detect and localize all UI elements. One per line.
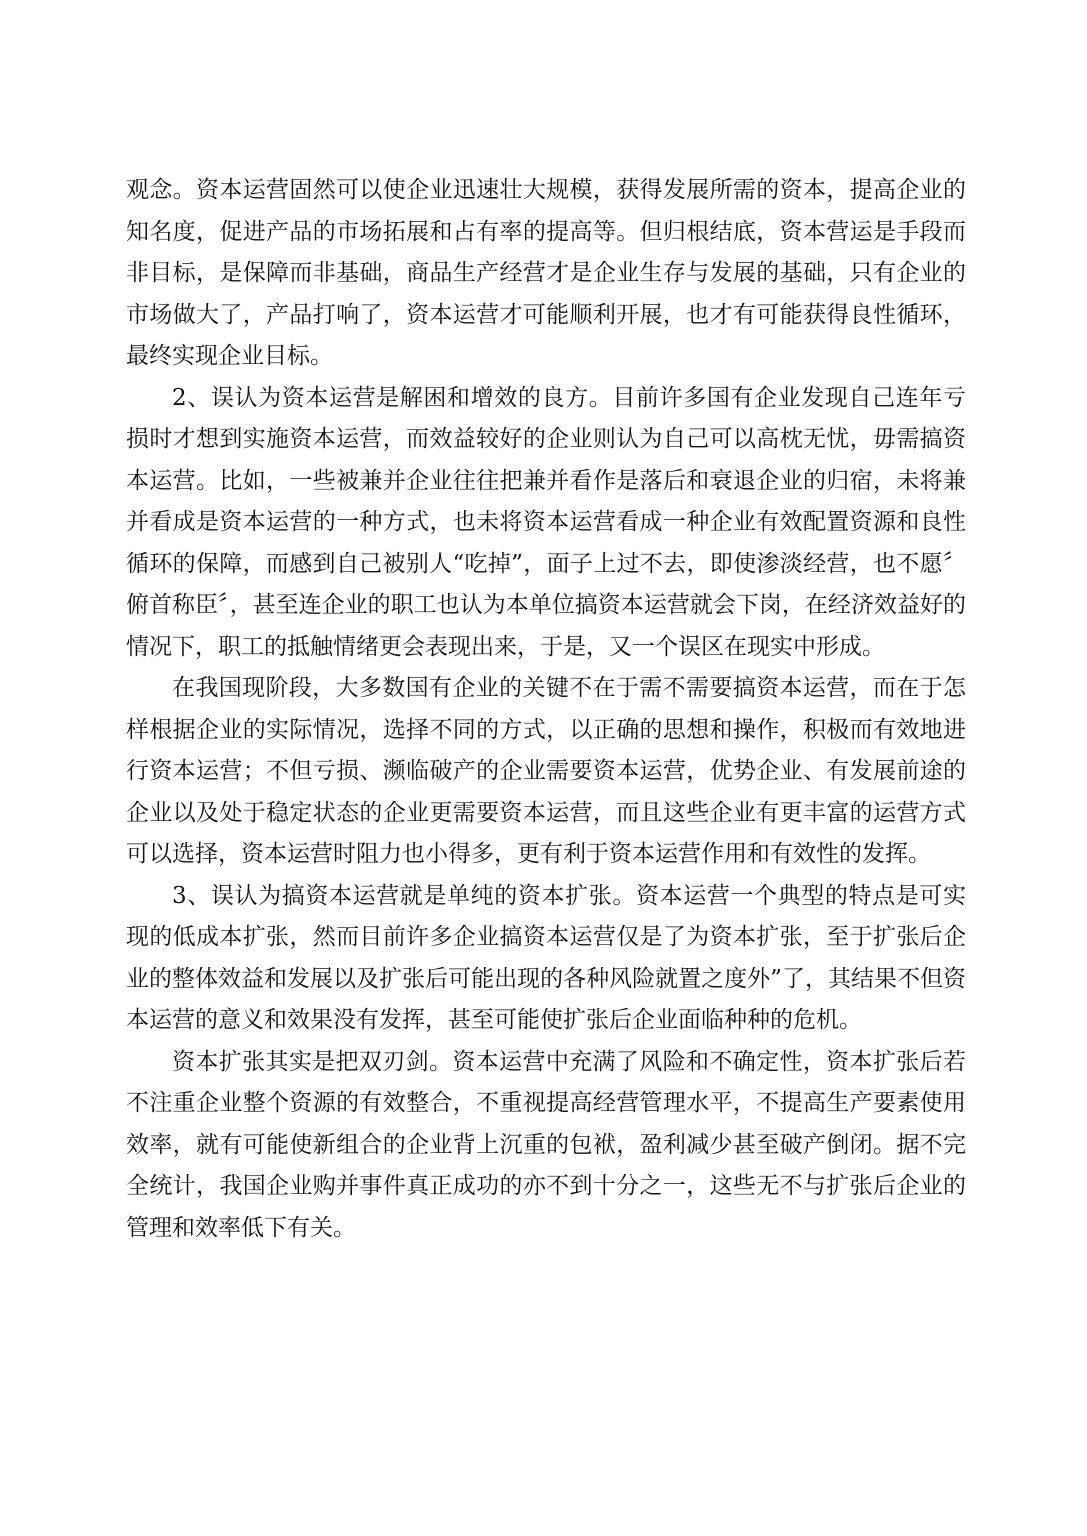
document-body [126, 170, 966, 1249]
paragraph-current-stage: 在我国现阶段，大多数国有企业的关键不在于需不需要搞资本运营，而在于怎样根据企业的实际情况，选择不同的方式，以正确的思想和操作，积极而有效地进行资本运营；不但亏损、濒临破产的企业需要资本运营，优势企业、有发展前途的企业以及处于稳定状态的企业更需要资本运营，而且这些企业有更丰富的运营方式可以选择，资本运营时阻力也小得多，更有利于资本运营作用和有效性的发挥。 [126, 675, 966, 867]
paragraph-misconception-2: 2、误认为资本运营是解困和增效的良方。目前许多国有企业发现自己连年亏损时才想到实施资本运营，而效益较好的企业则认为自己可以高枕无忧，毋需搞资本运营。比如，一些被兼并企业往往把兼并看作是落后和衰退企业的归宿，未将兼并看成是资本运营的一种方式，也未将资本运营看成一种企业有效配置资源和良性循环的保障，而感到自己被别人“吃掉”，面子上过不去，即使渗淡经营，也不愿〞俯首称臣〞，甚至连企业的职工也认为本单位搞资本运营就会下岗，在经济效益好的情况下，职工的抵触情绪更会表现出来，于是，又一个误区在现实中形成。 [126, 384, 966, 660]
paragraph-continued: 观念。资本运营固然可以使企业迅速壮大规模，获得发展所需的资本，提高企业的知名度，促进产品的市场拓展和占有率的提高等。但归根结底，资本营运是手段而非目标，是保障而非基础，商品生产经营才是企业生存与发展的基础，只有企业的市场做大了，产品打响了，资本运营才可能顺利开展，也才有可能获得良性循环，最终实现企业目标。 [126, 177, 966, 369]
paragraph-misconception-3: 3、误认为搞资本运营就是单纯的资本扩张。资本运营一个典型的特点是可实现的低成本扩张，然而目前许多企业搞资本运营仅是了为资本扩张，至于扩张后企业的整体效益和发展以及扩张后可能出现的各种风险就置之度外”了，其结果不但资本运营的意义和效果没有发挥，甚至可能使扩张后企业面临种种的危机。 [126, 882, 966, 1033]
paragraph-double-edged-sword: 资本扩张其实是把双刃剑。资本运营中充满了风险和不确定性，资本扩张后若不注重企业整个资源的有效整合，不重视提高经营管理水平，不提高生产要素使用效率，就有可能使新组合的企业背上沉重的包袱，盈利减少甚至破产倒闭。据不完全统计，我国企业购并事件真正成功的亦不到十分之一，这些无不与扩张后企业的管理和效率低下有关。 [126, 1048, 966, 1241]
